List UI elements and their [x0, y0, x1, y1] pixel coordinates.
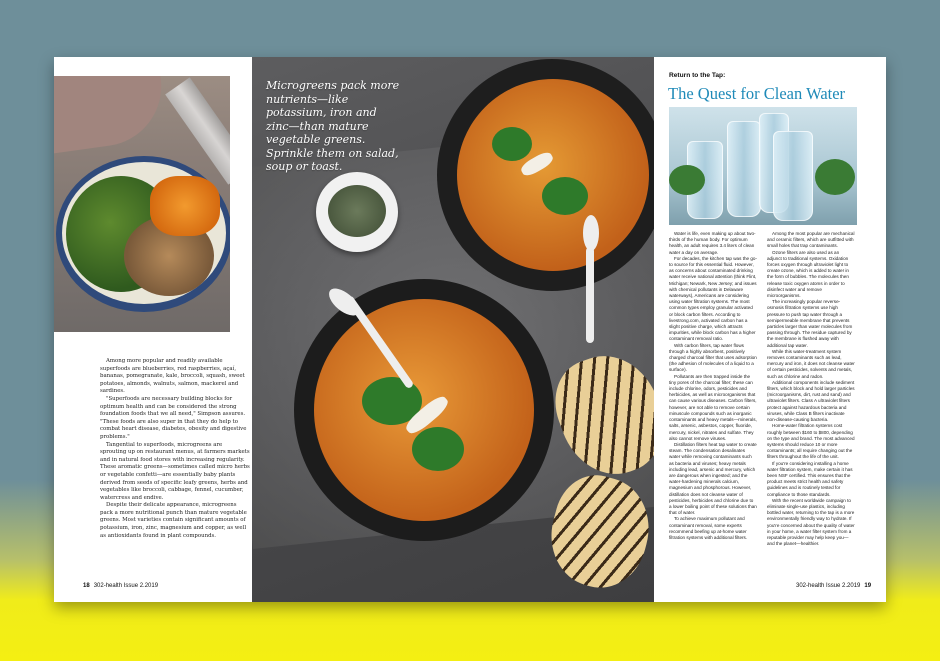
folio-right: [796, 583, 871, 589]
paragraph: Water is life, even making up about two-thirds of the human body. For optimum health, an adult requires 3.4 liters of clean water a day on average.: [669, 231, 756, 255]
salad-bowl-photo: [54, 76, 230, 332]
paragraph: Among the most popular are mechanical and ceramic filters, which are outfitted with small holes that trap contaminants.: [767, 231, 855, 249]
paragraph: With the recent worldwide campaign to eliminate single-use plastics, including bottled water, returning to the tap is a more environmentally friendly way to hydrate. If you're concerned about the quality of water in your home, a water filter system from a reputable provider may help keep you—and the planet—healthier.: [767, 497, 855, 547]
body-column-1: [669, 231, 757, 541]
paragraph: To achieve maximum pollutant and contaminant removal, some experts recommend beefing up at-home water filtration systems with additional filters.: [669, 516, 748, 540]
mint-leaves: [815, 159, 855, 195]
headline: The Quest for Clean Water: [668, 84, 846, 103]
paragraph: Home-water filtration systems cost roughly between $160 to $800, depending on the type and brand. The most advanced systems should reduce 10 or more contaminants; all require changing out the filters throughout the life of the unit.: [767, 423, 855, 460]
magazine-spread: [54, 57, 886, 602]
roasted-squash: [150, 176, 220, 236]
glass-bottle: [773, 131, 813, 221]
paragraph: The increasingly popular reverse-osmosis filtration systems use high pressure to push tap water through a semipermeable membrane that prevents particles larger than water molecules from passing through. The residue captured by the membrane is flushed away with additional tap water.: [767, 299, 853, 348]
paragraph: With carbon filters, tap water flows through a highly absorbent, positively charged charcoal filter that uses adsorption (the adhesion of molecules of a liquid to a surface).: [669, 342, 757, 373]
page-number: 19: [864, 583, 872, 589]
paragraph: Despite their delicate appearance, microgreens pack a more nutritional punch than mature vegetable greens. Most varieties contain significant amounts of potassium, iron, zinc, magnesium and copper, as well as antioxidants found in plant compounds.: [100, 502, 247, 539]
paragraph: Distillation filters heat tap water to create steam. The condensation desalinates water while removing contaminants such as bacteria and viruses; heavy metals including lead, arsenic and mercury, which are dangerous when ingested; and the water-hardening minerals calcium, magnesium and phosphorous. However, distillation does not cleanse water of pesticides, herbicides and chlorine due to a lower boiling point of these solutions than that of water.: [669, 441, 757, 516]
paragraph: Additional components include sediment filters, which block and hold larger particles (microorganisms, dirt, rust and sand) and ultraviolet filters. Class A ultraviolet filters protect against hazardous bacteria and viruses, while Class B filters inactivate non-disease-causing bacteria.: [767, 379, 855, 423]
soup-photo: [252, 57, 654, 602]
folio-text: 302-health Issue 2.2019: [796, 583, 861, 589]
spoon: [583, 215, 599, 251]
mint-leaves: [669, 165, 705, 195]
paragraph: If you're considering installing a home water filtration system, make certain it has been NSF certified. This ensures that the product meets strict health and safety guidelines and is routinely tested for compliance to those standards.: [767, 460, 853, 497]
cilantro-garnish: [412, 427, 464, 471]
body-column-2: [767, 231, 855, 547]
left-body-text: [100, 358, 250, 540]
kicker: Return to the Tap:: [669, 72, 726, 79]
glass-bottle: [727, 121, 761, 217]
seasoning: [328, 185, 386, 237]
water-bottles-photo: [669, 107, 857, 225]
folio-text: 302-health Issue 2.2019: [93, 583, 159, 589]
paragraph: Ozone filters are also used as an adjunct to traditional systems. Oxidation forces oxygen through ultraviolet light to create ozone, which is added to water in the form of bubbles. The molecules then release toxic oxygen atoms in order to disinfect water and remove microorganisms.: [767, 249, 849, 299]
paragraph: Pollutants are then trapped inside the tiny pores of the charcoal filter; these can include chlorine, odors, pesticides and herbicides, as well as microorganisms that can cause various diseases. Carbon filters, however, are not able to remove certain minuscule compounds such as inorganic contaminants and heavy metals—minerals, salts, arsenic, asbestos, copper, fluoride, mercury, nickel, nitrates and sulfate. They also cannot remove viruses.: [669, 373, 757, 441]
cilantro-garnish: [492, 127, 532, 161]
paragraph: Tangential to superfoods, microgreens are sprouting up on restaurant menus, at farmers markets and in natural food stores with increasing regularity. These aromatic greens—sometimes called micro herbs or vegetable confetti—are essentially baby plants derived from seeds of specific leafy greens, herbs and vegetables like broccoli, cabbage, fennel, cucumber, watercress and endive.: [100, 441, 250, 501]
spoon-handle: [586, 247, 594, 343]
paragraph: "Superfoods are necessary building blocks for optimum health and can be considered the strong foundation foods that we all need," Simpson assures. "These foods are also super in that they do help to combat heart disease, diabetes, obesity and digestive problems.": [100, 395, 247, 440]
lentil-soup-top: [457, 79, 649, 271]
cilantro-garnish: [542, 177, 588, 215]
page-number: 18: [83, 583, 90, 589]
paragraph: While this water-treatment system removes contaminants such as lead, mercury and iron, it does not cleanse water of certain pesticides, solvents and metals, such as chlorine and radon.: [767, 348, 855, 379]
paragraph: Among more popular and readily available superfoods are blueberries, red raspberries, açaí, bananas, pomegranate, kale, broccoli, squash, sweet potatoes, almonds, walnuts, salmon, mackerel and sardines.: [100, 358, 245, 395]
paragraph: For decades, the kitchen tap was the go-to source for this essential fluid. However, as concerns about contaminated drinking water receive national attention (think Flint, Michigan; Newark, New Jersey; and issues with chemical pollutants in Delaware waterways), Americans are considering using water filtration systems. The most common types employ granular activated or block carbon filters. According to livestrong.com, activated carbon has a slight positive charge, which attracts impurities, while block carbon has a higher contaminant removal ratio.: [669, 255, 757, 342]
folio-left: [83, 583, 158, 589]
napkin: [54, 76, 169, 154]
photo-caption: Microgreens pack more nutrients—like potassium, iron and zinc—than mature vegetable greens. Sprinkle them on salad, soup or toast.: [266, 79, 400, 173]
